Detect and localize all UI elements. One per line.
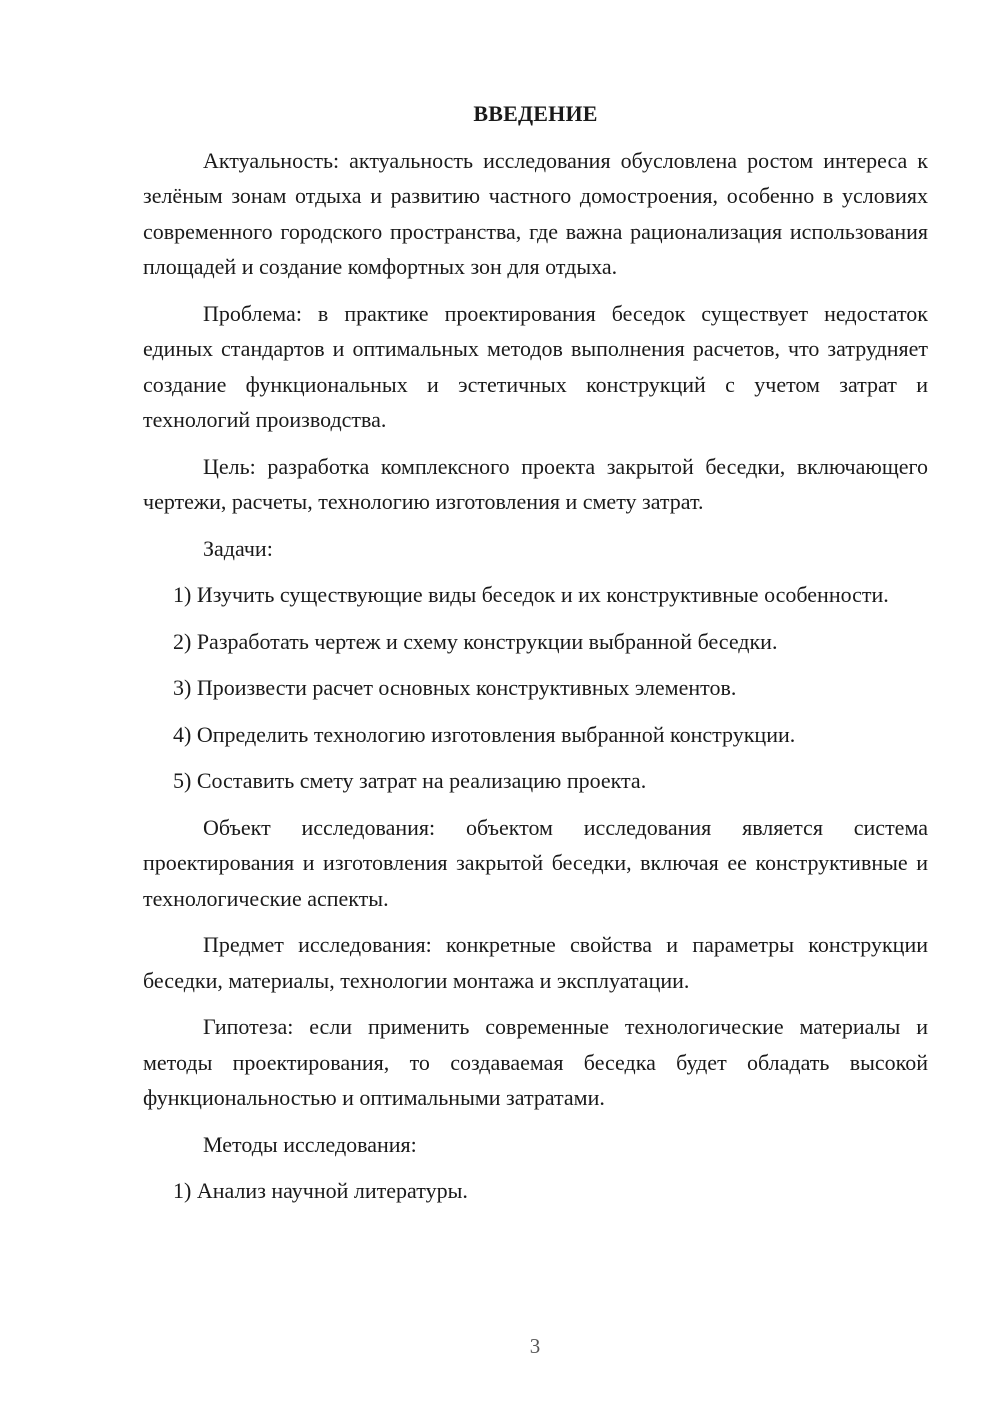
page-number: 3 — [529, 1334, 541, 1358]
task-item-1: 1) Изучить существующие виды беседок и их конструктивные особенности. — [173, 582, 889, 607]
problem-paragraph: Проблема: в практике проектирования беседок существует недостаток единых стандартов и оптимальных методов выполнения расчетов, что затрудняет создание функциональных и эстетичных конструкций с учетом затрат и технологий производства. — [143, 300, 928, 432]
method-item-1: 1) Анализ научной литературы. — [173, 1178, 468, 1203]
object-paragraph: Объект исследования: объектом исследования является система проектирования и изготовления закрытой беседки, включая ее конструктивные и технологические аспекты. — [143, 814, 928, 911]
section-title: ВВЕДЕНИЕ — [473, 101, 598, 126]
task-item-4: 4) Определить технологию изготовления выбранной конструкции. — [173, 721, 796, 747]
subject-paragraph: Предмет исследования: конкретные свойства и параметры конструкции беседки, материалы, технологии монтажа и эксплуатации. — [143, 932, 928, 993]
tasks-heading: Задачи: — [203, 535, 273, 561]
hypothesis-paragraph: Гипотеза: если применить современные технологические материалы и методы проектирования, то создаваемая беседка будет обладать высокой функциональностью и оптимальными затратами. — [143, 1014, 928, 1110]
relevance-paragraph: Актуальность: актуальность исследования обусловлена ростом интереса к зелёным зонам отдыха и развитию частного домостроения, особенно в условиях современного городского пространства, где важна рационализация использования площадей и создание комфортных зон для отдыха. — [143, 147, 928, 279]
task-item-2: 2) Разработать чертеж и схему конструкции выбранной беседки. — [173, 628, 778, 654]
task-item-3: 3) Произвести расчет основных конструктивных элементов. — [173, 675, 737, 700]
task-item-5: 5) Составить смету затрат на реализацию проекта. — [173, 768, 647, 793]
goal-paragraph: Цель: разработка комплексного проекта закрытой беседки, включающего чертежи, расчеты, технологию изготовления и смету затрат. — [143, 453, 928, 514]
page-content — [143, 96, 928, 1220]
methods-heading: Методы исследования: — [203, 1131, 417, 1157]
